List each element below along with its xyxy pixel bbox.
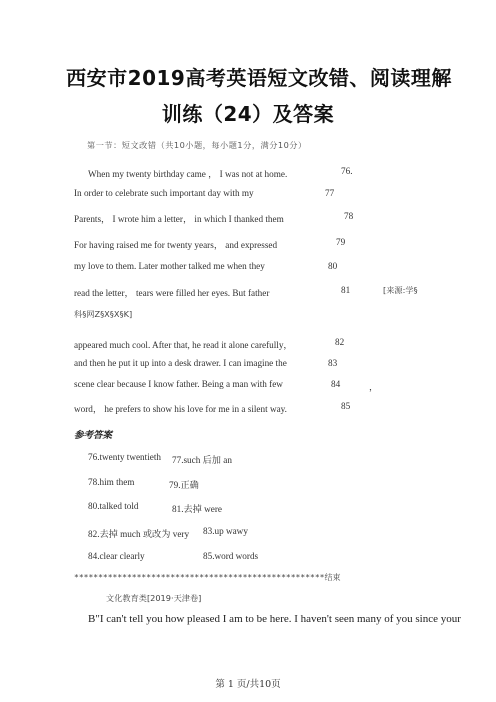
line-number: 81 xyxy=(341,285,351,295)
answers-heading: 参考答案 xyxy=(74,430,113,441)
answer-item: 79.正确 xyxy=(169,480,199,490)
passage-line: read the letter， tears were filled her eyes. But father xyxy=(74,288,270,298)
passage-line: and then he put it up into a desk drawer. I can imagine the xyxy=(74,358,287,368)
line-number: 83 xyxy=(328,358,338,368)
passage-line: Parents， I wrote him a letter， in which I thanked them xyxy=(74,214,284,224)
passage-line: scene clear because I know father. Being a man with few xyxy=(74,379,283,389)
next-paragraph: B"I can't tell you how pleased I am to be here. I haven't seen many of you since your xyxy=(88,613,461,625)
line-number: 79 xyxy=(336,237,346,247)
line-number: 76. xyxy=(341,166,353,176)
page-footer: 第 1 页/共10页 xyxy=(215,679,281,690)
answer-item: 83.up wawy xyxy=(203,526,248,536)
end-divider: ****************************************************结束 xyxy=(74,573,341,582)
section-heading: 第一节：短文改错（共10小题，每小题1分，满分10分） xyxy=(87,140,307,150)
source-tag: [来源:学§ xyxy=(383,285,418,295)
line-number: 77 xyxy=(325,188,335,198)
page-title-line-1: 西安市2019高考英语短文改错、阅读理解 xyxy=(66,66,452,90)
line-number: 84 xyxy=(331,379,341,389)
answer-item: 85.word words xyxy=(203,551,259,561)
answer-item: 84.clear clearly xyxy=(88,551,145,561)
passage-line: For having raised me for twenty years， and expressed xyxy=(74,240,278,250)
page-title-line-2: 训练（24）及答案 xyxy=(161,102,335,126)
line-number: 80 xyxy=(328,261,338,271)
line-number: 82 xyxy=(335,337,345,347)
answer-item: 80.talked told xyxy=(88,501,139,511)
passage-line: In order to celebrate such important day with my xyxy=(74,188,254,198)
line-84-suffix: ， xyxy=(369,382,379,392)
answer-item: 77.such 后加 an xyxy=(172,455,232,465)
answer-item: 76.twenty twentieth xyxy=(88,452,161,462)
passage-line: appeared much cool. After that, he read it alone carefully， xyxy=(74,340,293,350)
answer-item: 82.去掉 much 或改为 very xyxy=(88,529,190,539)
passage-line: my love to them. Later mother talked me when they xyxy=(74,261,265,271)
passage-line: When my twenty birthday came ， I was not at home. xyxy=(88,169,288,179)
line-number: 85 xyxy=(341,401,351,411)
answer-item: 81.去掉 were xyxy=(172,504,223,514)
source-tag-continued: 科§网Z§X§X§K] xyxy=(74,309,133,319)
next-section-heading: 文化教育类[2019·天津卷] xyxy=(106,593,202,603)
answer-item: 78.him them xyxy=(88,477,135,487)
line-number: 78 xyxy=(344,211,354,221)
passage-line: word， he prefers to show his love for me in a silent way. xyxy=(74,404,287,414)
